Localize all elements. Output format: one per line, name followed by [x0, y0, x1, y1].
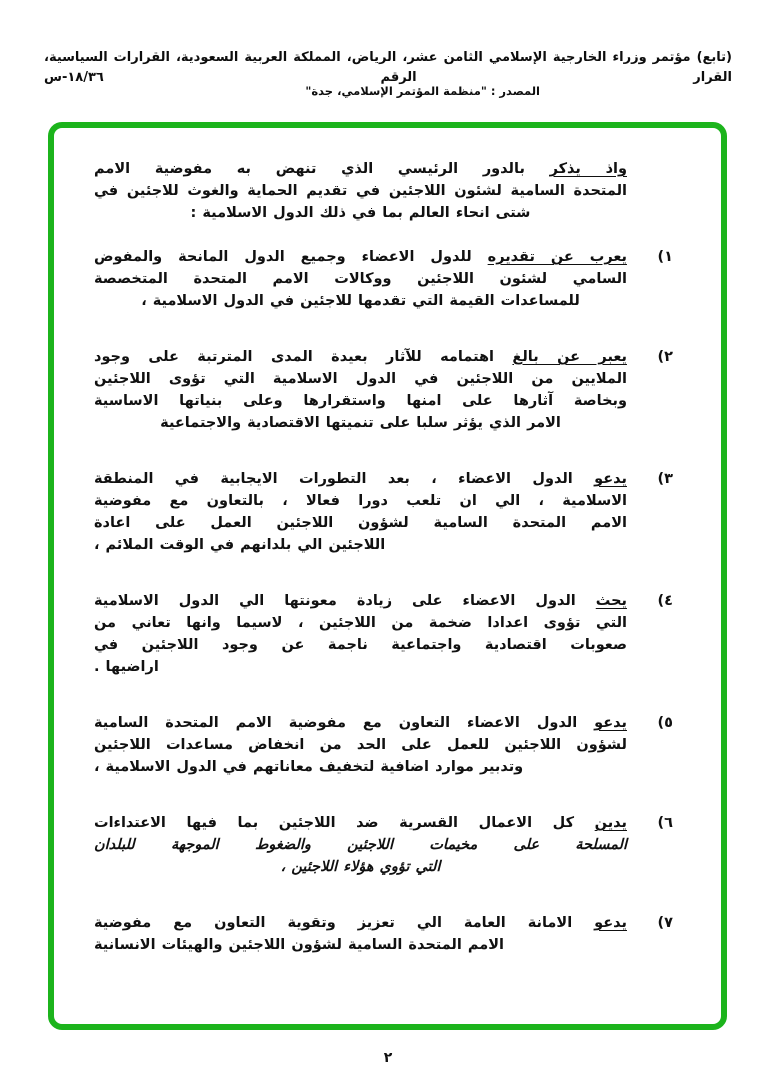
preamble-paragraph [94, 158, 673, 224]
text-line: يدين كل الاعمال القسرية ضد اللاجئين بما فيها الاعتداءات [94, 815, 627, 831]
text-line: يحث الدول الاعضاء على زيادة معونتها الي الدول الاسلامية [94, 593, 627, 609]
text-line: للمساعدات القيمة التي تقدمها للاجئين في الدول الاسلامية ، [141, 293, 580, 309]
clause-number: ٤) [657, 593, 673, 609]
text-line: يعبر عن بالغ اهتمامه للآثار بعيدة المدى المترتبة على وجود [94, 349, 627, 365]
underlined-lead-phrase: يعبر عن بالغ [512, 349, 627, 365]
clause-text [94, 246, 627, 312]
clause-text [94, 346, 627, 434]
underlined-lead-phrase: واذ يذكر [549, 161, 627, 177]
clause-number: ١) [657, 249, 673, 265]
clause-text [94, 712, 627, 778]
clause-text [94, 468, 627, 556]
text-line: صعوبات اقتصادية واجتماعية ناجمة عن وجود اللاجئين في [94, 637, 627, 653]
text-line: شتى انحاء العالم بما في ذلك الدول الاسلامية : [190, 205, 531, 221]
underlined-lead-phrase: يدين [594, 815, 627, 831]
resolution-clause-2 [94, 346, 673, 434]
resolution-clause-1 [94, 246, 673, 312]
text-line: الامر الذي يؤثر سلبا على تنميتها الاقتصادية والاجتماعية [160, 415, 561, 431]
text-line: المسلحة على مخيمات اللاجئين والضغوط الموجهة للبلدان [94, 837, 627, 853]
resolution-clause-4 [94, 590, 673, 678]
underlined-lead-phrase: يحث [595, 593, 627, 609]
text-line: الاسلامية ، الي ان تلعب دورا فعالا ، بالتعاون مع مفوضية [94, 493, 627, 509]
text-line: لشؤون اللاجئين للعمل على الحد من انخفاض مساعدات اللاجئين [94, 737, 627, 753]
clause-number: ٦) [657, 815, 673, 831]
text-line: الامم المتحدة السامية لشؤون اللاجئين والهيئات الانسانية [94, 937, 505, 953]
underlined-lead-phrase: يعرب عن تقديره [487, 249, 627, 265]
text-line: يعرب عن تقديره للدول الاعضاء وجميع الدول المانحة والمفوض [94, 249, 627, 265]
resolution-clause-6 [94, 812, 673, 878]
resolution-clause-3 [94, 468, 673, 556]
text-line: التي تؤوي هؤلاء اللاجئين ، [280, 859, 441, 875]
clause-text [94, 812, 627, 878]
clause-text [94, 158, 627, 224]
text-line: السامي لشئون اللاجئين ووكالات الامم المتحدة المتخصصة [94, 271, 627, 287]
text-line: يدعو الدول الاعضاء ، بعد التطورات الايجابية في المنطقة [94, 471, 627, 487]
text-line: واذ يذكر بالدور الرئيسي الذي تنهض به مفوضية الامم [94, 161, 627, 177]
clause-number [627, 158, 673, 224]
document-header-title: (تابع) مؤتمر وزراء الخارجية الإسلامي الثامن عشر، الرياض، المملكة العربية السعودية، القرارات السياسية، القرار الرقم ١٨/٣٦-س [44, 50, 732, 85]
text-line: وتدبير موارد اضافية لتخفيف معاناتهم في الدول الاسلامية ، [94, 759, 524, 775]
text-line: يدعو الدول الاعضاء التعاون مع مفوضية الامم المتحدة السامية [94, 715, 627, 731]
clause-text [94, 912, 627, 956]
text-line: المتحدة السامية لشئون اللاجئين في تقديم الحماية والغوث للاجئين في [94, 183, 627, 199]
underlined-lead-phrase: يدعو [594, 471, 627, 487]
clause-text [94, 590, 627, 678]
underlined-lead-phrase: يدعو [594, 915, 627, 931]
underlined-lead-phrase: يدعو [594, 715, 627, 731]
text-line: وبخاصة آثارها على امنها واستقرارها وعلى بنياتها الاساسية [94, 393, 627, 409]
text-line: الملايين من اللاجئين في الدول الاسلامية التي تؤوى اللاجئين [94, 371, 627, 387]
highlight-frame [48, 122, 727, 1030]
text-line: اراضيها . [94, 659, 159, 675]
clause-number: ٢) [657, 349, 673, 365]
resolution-clause-7 [94, 912, 673, 956]
resolution-body [54, 128, 721, 956]
clause-number: ٣) [657, 471, 673, 487]
clause-number: ٥) [657, 715, 673, 731]
text-line: اللاجئين الي بلدانهم في الوقت الملائم ، [94, 537, 386, 553]
text-line: الامم المتحدة السامية لشؤون اللاجئين العمل على اعادة [94, 515, 627, 531]
resolution-clause-5 [94, 712, 673, 778]
text-line: التي تؤوى اعدادا ضخمة من اللاجئين ، لاسيما وانها تعاني من [94, 615, 627, 631]
text-line: يدعو الامانة العامة الي تعزيز وتقوية التعاون مع مفوضية [94, 915, 627, 931]
page-number: ٢ [383, 1050, 393, 1066]
document-source-line: المصدر : "منظمة المؤتمر الإسلامي، جدة" [305, 84, 540, 98]
clause-number: ٧) [657, 915, 673, 931]
